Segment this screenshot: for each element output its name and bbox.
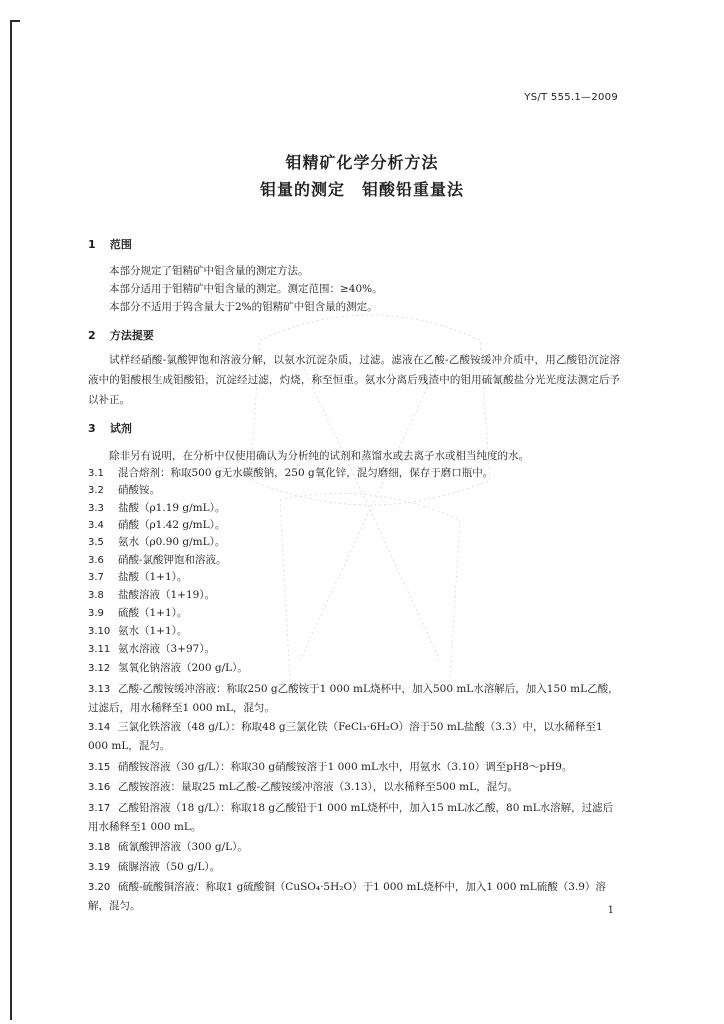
reagent-item bbox=[88, 680, 620, 718]
reagent-text: 盐酸（ρ1.19 g/mL）。 bbox=[118, 502, 226, 514]
reagent-number: 3.7 bbox=[88, 572, 104, 583]
reagent-item bbox=[88, 568, 620, 587]
reagent-number: 3.11 bbox=[88, 644, 111, 655]
reagent-number: 3.14 bbox=[88, 722, 111, 733]
section-3-title: 试剂 bbox=[109, 422, 132, 435]
section-2-paragraph: 试样经硝酸-氯酸钾饱和溶液分解，以氨水沉淀杂质，过滤。滤液在乙酸-乙酸铵缓冲介质中，用乙酸铅沉淀溶液中的钼酸根生成钼酸铅，沉淀经过滤，灼烧，称至恒重。氨水分离后残渣中的钼用硫氰酸盐分光光度法测定后予以补正。 bbox=[88, 354, 620, 406]
reagent-item bbox=[88, 604, 620, 623]
reagent-item bbox=[88, 718, 620, 756]
reagent-text: 盐酸溶液（1+19）。 bbox=[118, 589, 216, 601]
reagent-text: 硫氰酸钾溶液（300 g/L）。 bbox=[118, 841, 248, 853]
reagent-text: 硫脲溶液（50 g/L）。 bbox=[118, 861, 221, 873]
reagent-item bbox=[88, 622, 620, 641]
reagent-text: 乙酸铵溶液：量取25 mL乙酸-乙酸铵缓冲溶液（3.13），以水稀释至500 mL，混匀。 bbox=[118, 781, 519, 793]
reagent-number: 3.10 bbox=[88, 626, 111, 637]
reagent-item bbox=[88, 778, 620, 797]
reagent-item bbox=[88, 858, 620, 877]
reagent-text: 硫酸（1+1）。 bbox=[118, 607, 188, 619]
reagent-number: 3.5 bbox=[88, 537, 104, 548]
reagent-item bbox=[88, 533, 620, 552]
reagent-text: 乙酸铅溶液（18 g/L）：称取18 g乙酸铅于1 000 mL烧杯中，加入15 mL冰乙酸，80 mL水溶解，过滤后用水稀释至1 000 mL。 bbox=[88, 802, 614, 833]
section-1-line-1: 本部分规定了钼精矿中钼含量的测定方法。 bbox=[109, 265, 309, 277]
reagent-item bbox=[88, 758, 620, 777]
reagent-number: 3.9 bbox=[88, 608, 104, 619]
reagent-text: 硫酸-硫酸铜溶液：称取1 g硫酸铜（CuSO₄·5H₂O）于1 000 mL烧杯中，加入1 000 mL硫酸（3.9）溶解，混匀。 bbox=[88, 881, 606, 912]
reagent-text: 硝酸铵。 bbox=[118, 484, 160, 496]
reagent-text: 氢氧化钠溶液（200 g/L）。 bbox=[118, 662, 248, 674]
reagent-text: 乙酸-乙酸铵缓冲溶液：称取250 g乙酸铵于1 000 mL烧杯中，加入500 mL水溶解后，加入150 mL乙酸，过滤后，用水稀释至1 000 mL，混匀。 bbox=[88, 683, 619, 714]
section-2-number: 2 bbox=[88, 329, 96, 342]
reagent-item bbox=[88, 659, 620, 678]
reagent-item bbox=[88, 799, 620, 837]
reagent-number: 3.4 bbox=[88, 520, 104, 531]
reagent-item bbox=[88, 640, 620, 659]
section-3-heading bbox=[88, 420, 132, 436]
reagent-item bbox=[88, 481, 620, 500]
reagent-text: 盐酸（1+1）。 bbox=[118, 571, 188, 583]
reagent-text: 氨水溶液（3+97）。 bbox=[118, 643, 216, 655]
reagent-number: 3.17 bbox=[88, 803, 111, 814]
page-number: 1 bbox=[607, 905, 614, 916]
reagent-text: 混合熔剂：称取500 g无水碳酸钠，250 g氧化锌，混匀磨细，保存于磨口瓶中。 bbox=[118, 467, 494, 479]
section-3-intro: 除非另有说明，在分析中仅使用确认为分析纯的试剂和蒸馏水或去离子水或相当纯度的水。 bbox=[109, 450, 529, 462]
reagent-item bbox=[88, 878, 620, 916]
reagent-number: 3.2 bbox=[88, 485, 104, 496]
section-1-title: 范围 bbox=[109, 238, 132, 251]
reagent-number: 3.19 bbox=[88, 862, 111, 873]
reagent-text: 硝酸（ρ1.42 g/mL）。 bbox=[118, 519, 226, 531]
reagent-text: 氨水（ρ0.90 g/mL）。 bbox=[118, 536, 226, 548]
reagent-text: 硝酸铵溶液（30 g/L）：称取30 g硝酸铵溶于1 000 mL水中，用氨水（3.10）调至pH8～pH9。 bbox=[118, 761, 573, 773]
document-title: 钼精矿化学分析方法 bbox=[285, 153, 439, 172]
section-1-line-2: 本部分适用于钼精矿中钼含量的测定。测定范围：≥40%。 bbox=[109, 283, 383, 295]
section-3-number: 3 bbox=[88, 422, 96, 435]
section-1-number: 1 bbox=[88, 238, 96, 251]
reagent-number: 3.15 bbox=[88, 762, 111, 773]
section-1-heading bbox=[88, 236, 132, 252]
section-1-line-3: 本部分不适用于钨含量大于2%的钼精矿中钼含量的测定。 bbox=[109, 301, 378, 313]
reagent-number: 3.12 bbox=[88, 663, 111, 674]
reagent-number: 3.18 bbox=[88, 842, 111, 853]
reagent-item bbox=[88, 586, 620, 605]
reagent-number: 3.16 bbox=[88, 782, 111, 793]
reagent-number: 3.1 bbox=[88, 468, 104, 479]
scan-border-tick bbox=[10, 20, 20, 22]
document-subtitle: 钼量的测定 钼酸铅重量法 bbox=[259, 180, 464, 199]
section-2-title: 方法提要 bbox=[109, 329, 154, 342]
reagent-text: 氨水（1+1）。 bbox=[118, 625, 188, 637]
reagent-number: 3.13 bbox=[88, 684, 111, 695]
reagent-text: 三氯化铁溶液（48 g/L）：称取48 g三氯化铁（FeCl₃·6H₂O）溶于50 mL盐酸（3.3）中，以水稀释至1 000 mL，混匀。 bbox=[88, 721, 603, 752]
section-2-heading bbox=[88, 327, 154, 343]
reagent-item bbox=[88, 838, 620, 857]
reagent-number: 3.6 bbox=[88, 555, 104, 566]
reagent-number: 3.3 bbox=[88, 503, 104, 514]
reagent-number: 3.20 bbox=[88, 882, 111, 893]
reagent-text: 硝酸-氯酸钾饱和溶液。 bbox=[118, 554, 227, 566]
standard-code: YS/T 555.1—2009 bbox=[524, 92, 618, 103]
reagent-number: 3.8 bbox=[88, 590, 104, 601]
